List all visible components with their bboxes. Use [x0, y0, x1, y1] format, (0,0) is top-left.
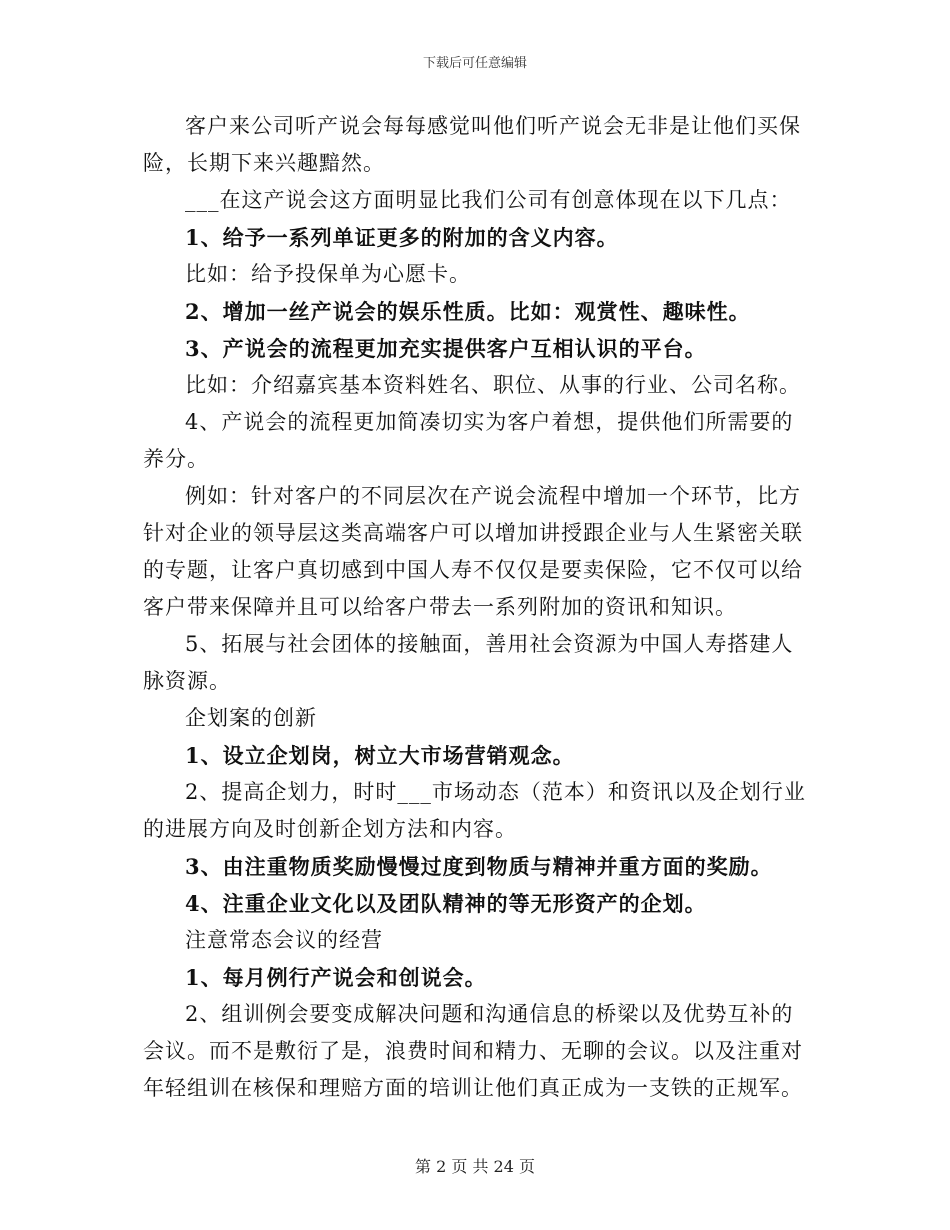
paragraph: ___在这产说会这方面明显比我们公司有创意体现在以下几点：	[185, 188, 792, 212]
paragraph: 2、提高企划力，时时___市场动态（范本）和资讯以及企划行业的进展方向及时创新企划方法和内容。	[143, 780, 806, 841]
paragraph: 例如：针对客户的不同层次在产说会流程中增加一个环节，比方针对企业的领导层这类高端客户可以增加讲授跟企业与人生紧密关联的专题，让客户真切感到中国人寿不仅仅是要卖保险，它不仅可以给客户带来保障并且可以给客户带去一系列附加的资讯和知识。	[143, 484, 803, 619]
paragraph: 1、给予一系列单证更多的附加的含义内容。	[185, 225, 619, 250]
paragraph: 1、每月例行产说会和创说会。	[185, 965, 487, 990]
paragraph: 5、拓展与社会团体的接触面，善用社会资源为中国人寿搭建人脉资源。	[143, 632, 794, 693]
page-header: 下载后可任意编辑	[422, 56, 527, 71]
paragraph: 4、产说会的流程更加简凑切实为客户着想，提供他们所需要的养分。	[143, 410, 794, 471]
paragraph: 1、设立企划岗，树立大市场营销观念。	[185, 743, 575, 768]
paragraph: 2、组训例会要变成解决问题和沟通信息的桥梁以及优势互补的会议。而不是敷衍了是，浪费时间和精力、无聊的会议。以及注重对年轻组训在核保和理赔方面的培训让他们真正成为一支铁的正规军。	[143, 1002, 803, 1100]
paragraph: 比如：介绍嘉宾基本资料姓名、职位、从事的行业、公司名称。	[185, 373, 801, 397]
paragraph: 3、由注重物质奖励慢慢过度到物质与精神并重方面的奖励。	[185, 854, 773, 879]
paragraph: 2、增加一丝产说会的娱乐性质。比如：观赏性、趣味性。	[185, 299, 751, 324]
paragraph: 比如：给予投保单为心愿卡。	[185, 262, 471, 286]
paragraph: 3、产说会的流程更加充实提供客户互相认识的平台。	[185, 336, 707, 361]
paragraph: 客户来公司听产说会每每感觉叫他们听产说会无非是让他们买保险，长期下来兴趣黯然。	[143, 114, 801, 175]
page-number-footer: 第 2 页 共 24 页	[415, 1157, 535, 1176]
section-heading: 企划案的创新	[185, 706, 317, 730]
document-body	[143, 108, 807, 1107]
section-heading: 注意常态会议的经营	[185, 928, 383, 952]
paragraph: 4、注重企业文化以及团队精神的等无形资产的企划。	[185, 891, 707, 916]
